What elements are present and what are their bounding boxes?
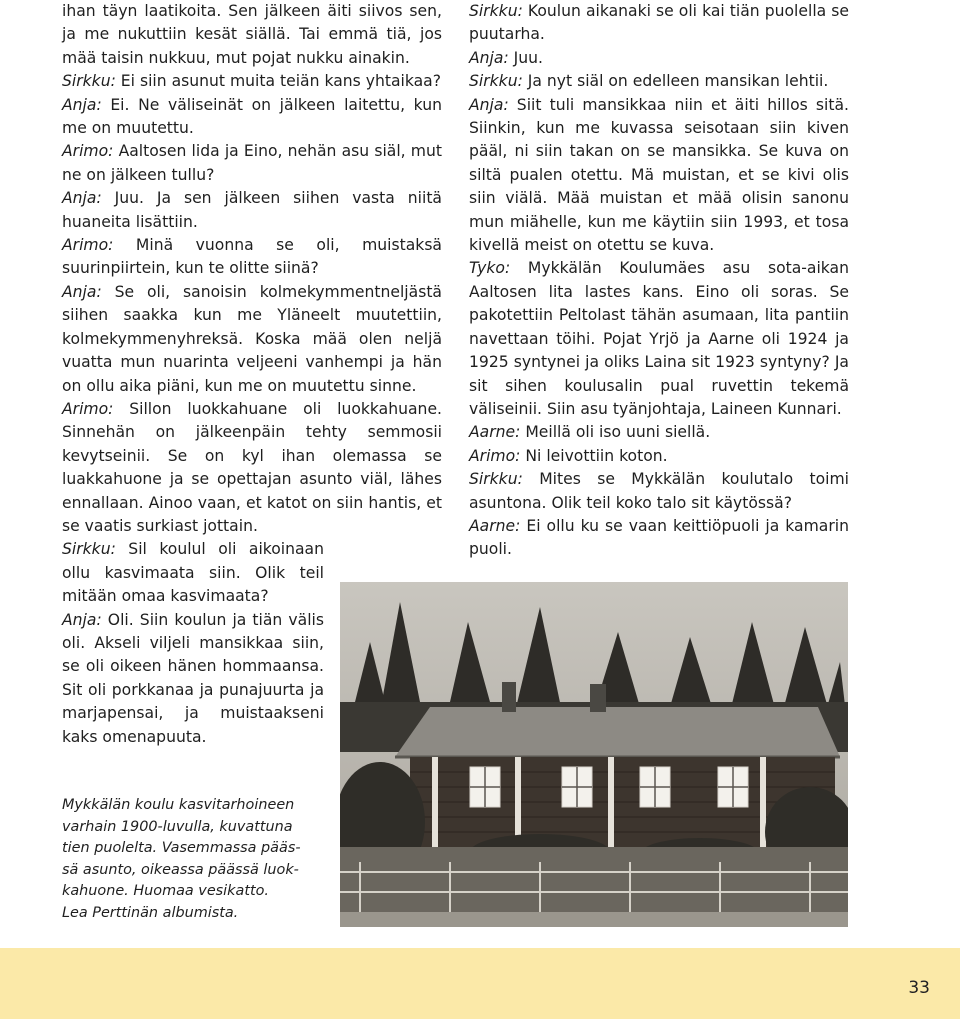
dialogue-text: Juu. (508, 48, 543, 67)
dialogue-text: Mykkälän Koulumäes asu sota-aikan Aaltosen lita lastes kans. Eino oli soras. Se pakotettiin Peltolast tähän asumaan, lita pantiin navettaan töihi. Pojat Yrjö ja Aarne oli 1924 ja 1925 syntynei ja oliks Laina sit 1923 syntyny? Ja sit sihen koulusalin pual ruvettin tekemä väliseinii. Siin asu tyänjohtaja, Laineen Kunnari. (469, 259, 849, 418)
dialogue-text: Ei. Ne väliseinät on jälkeen laitettu, kun me on muutettu. (62, 95, 442, 138)
dialogue-text: Koulun aikanaki se oli kai tiän puolella se puutarha. (469, 2, 849, 44)
dialogue-line (469, 421, 849, 444)
speaker-name: Tyko: (469, 259, 511, 278)
dialogue-line (62, 70, 442, 93)
dialogue-line (469, 257, 849, 421)
dialogue-line (469, 468, 849, 515)
right-text-column (469, 0, 849, 562)
speaker-name: Sirkku: (62, 540, 116, 559)
photo-illustration (340, 582, 848, 927)
speaker-name: Arimo: (62, 142, 114, 161)
dialogue-text: Minä vuonna se oli, muistaksä suurinpiirtein, kun te olitte siinä? (62, 236, 442, 278)
caption-line: Lea Perttinän albumista. (62, 904, 239, 921)
dialogue-line (469, 94, 849, 258)
speaker-name: Sirkku: (469, 72, 523, 91)
paragraph (62, 0, 442, 70)
dialogue-line (469, 515, 849, 562)
dialogue-line (62, 234, 442, 281)
speaker-name: Anja: (62, 95, 102, 114)
dialogue-text: Se oli, sanoisin kolmekymmentneljästä siihen saakka kun me Yläneelt muutettiin, kolmekymmenyhreksä. Koska mää olen neljä vuatta mun nuarinta veljeeni vanhempi ja hän on ollu aika piäni, kun me on muutettu sinne. (62, 282, 442, 395)
dialogue-line (62, 538, 324, 608)
speaker-name: Aarne: (469, 516, 521, 535)
caption-line: sä asunto, oikeassa päässä luok- (62, 861, 299, 878)
dialogue-text: Meillä oli iso uuni siellä. (520, 423, 711, 442)
caption-line: kahuone. Huomaa vesikatto. (62, 883, 269, 900)
dialogue-text: Ei ollu ku se vaan keittiöpuoli ja kamarin puoli. (469, 516, 849, 559)
dialogue-text: Ja nyt siäl on edelleen mansikan lehtii. (522, 72, 829, 91)
dialogue-text: Siit tuli mansikkaa niin et äiti hillos sitä. Siinkin, kun me kuvassa seisotaan siin kiven pääl, ni siin takan on se mansikka. Se kuva on siltä pualen otettu. Mä muistan, et se kivi olis siin viälä. Mää muistan et mää olisin sanonu mun miähelle, kun me käytiin siin 1993, et tosa kivellä meist on otettu se kuva. (469, 95, 849, 255)
caption-line: Mykkälän koulu kasvitarhoineen (62, 797, 295, 813)
dialogue-text: Ni leivottiin koton. (520, 446, 668, 465)
speaker-name: Sirkku: (469, 470, 523, 489)
speaker-name: Anja: (62, 282, 102, 301)
dialogue-text: Ei siin asunut muita teiän kans yhtaikaa? (115, 72, 441, 91)
speaker-name: Sirkku: (469, 2, 523, 20)
dialogue-line (469, 47, 849, 70)
speaker-name: Arimo: (469, 446, 521, 465)
dialogue-line (469, 445, 849, 468)
page-number: 33 (908, 978, 930, 998)
dialogue-text: Oli. Siin koulun ja tiän välis oli. Akseli viljeli mansikkaa siin, se oli oikeen hänen hommaansa. Sit oli porkkanaa ja punajuurta ja marjapensai, ja muistaakseni kaks omenapuuta. (62, 610, 324, 746)
speaker-name: Aarne: (469, 423, 521, 442)
dialogue-line (62, 94, 442, 141)
speaker-name: Arimo: (62, 399, 114, 418)
speaker-name: Anja: (62, 189, 102, 208)
speaker-name: Anja: (469, 95, 509, 114)
dialogue-text: Mites se Mykkälän koulutalo toimi asuntona. Olik teil koko talo sit käytössä? (469, 470, 849, 512)
dialogue-text: Sil koulul oli aikoinaan ollu kasvimaata siin. Olik teil mitään omaa kasvimaata? (62, 540, 324, 606)
dialogue-text: Juu. Ja sen jälkeen siihen vasta niitä huaneita lisättiin. (62, 189, 442, 231)
dialogue-line (62, 187, 442, 234)
dialogue-text: Sillon luokkahuane oli luokkahuane. Sinnehän on jälkeenpäin tehty semmosii kevytseinii. Se on kyl ihan olemassa se luakkahuone ja se opettajan asunto viäl, lähes ennallaan. Ainoo vaan, et katot on siin hantis, et se vaatis surkiast jottain. (62, 399, 442, 535)
speaker-name: Anja: (469, 48, 509, 67)
dialogue-line (469, 0, 849, 47)
caption-line: tien puolelta. Vasemmassa pääs- (62, 840, 301, 857)
speaker-name: Anja: (62, 610, 102, 629)
dialogue-line (469, 70, 849, 93)
caption-line: varhain 1900-luvulla, kuvattuna (62, 818, 293, 835)
photo-caption (62, 795, 324, 925)
dialogue-line (62, 398, 442, 538)
speaker-name: Sirkku: (62, 72, 116, 91)
dialogue-line (62, 281, 442, 398)
footer-band (0, 948, 960, 1019)
dialogue-text: Aaltosen lida ja Eino, nehän asu siäl, mut ne on jälkeen tullu? (62, 142, 442, 184)
school-house-photo (340, 582, 848, 927)
dialogue-line (62, 609, 324, 749)
paragraph-text: ihan täyn laatikoita. Sen jälkeen äiti siivos sen, ja me nukuttiin kesät siällä. Tai emmä tiä, jos mää taisin nukkuu, mut pojat nukku ainakin. (62, 2, 442, 67)
dialogue-line (62, 140, 442, 187)
speaker-name: Arimo: (62, 236, 114, 255)
